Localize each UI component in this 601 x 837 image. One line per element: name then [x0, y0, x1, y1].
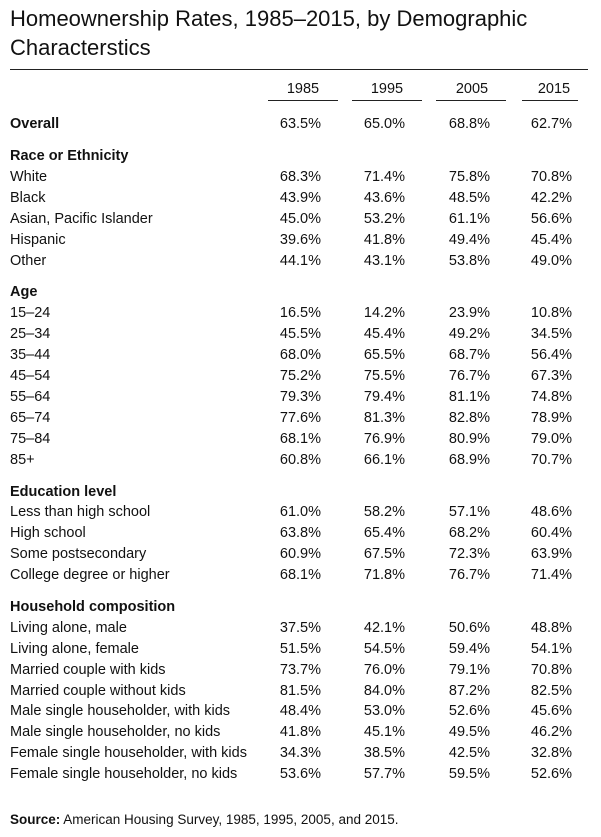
- value-cell: 23.9%: [448, 305, 490, 321]
- value-cell: 48.5%: [448, 190, 490, 206]
- value-cell: 60.8%: [279, 452, 321, 468]
- table-row: [0, 450, 601, 471]
- column-header-rule: [352, 100, 422, 101]
- table-row-label: Male single householder, no kids: [10, 724, 221, 740]
- value-cell: 65.4%: [363, 525, 405, 541]
- value-cell: 42.1%: [363, 620, 405, 636]
- table-row-label: Married couple without kids: [10, 683, 186, 699]
- table-row-label: Female single householder, with kids: [10, 745, 247, 761]
- value-cell: 48.8%: [530, 620, 572, 636]
- table-row: [0, 188, 601, 209]
- table-row: [0, 167, 601, 188]
- column-header-1: 1995: [370, 81, 404, 97]
- table-row-label: Female single householder, no kids: [10, 766, 238, 782]
- table-row: [0, 366, 601, 387]
- value-cell: 42.5%: [448, 745, 490, 761]
- section-heading: [0, 597, 601, 618]
- table-row: [0, 324, 601, 345]
- value-cell: 45.1%: [363, 724, 405, 740]
- value-cell: 49.5%: [448, 724, 490, 740]
- source-label: Source:: [10, 812, 61, 827]
- value-cell: 14.2%: [363, 305, 405, 321]
- value-cell: 66.1%: [363, 452, 405, 468]
- table-row: [0, 209, 601, 230]
- value-cell: 45.0%: [279, 211, 321, 227]
- value-cell: 68.8%: [448, 116, 490, 132]
- value-cell: 70.8%: [530, 169, 572, 185]
- value-cell: 58.2%: [363, 504, 405, 520]
- value-cell: 81.5%: [279, 683, 321, 699]
- column-header-0: 1985: [286, 81, 320, 97]
- column-header-3: 2015: [537, 81, 571, 97]
- table-row-label: 15–24: [10, 305, 51, 321]
- table-row-label: College degree or higher: [10, 567, 170, 583]
- value-cell: 65.0%: [363, 116, 405, 132]
- value-cell: 78.9%: [530, 410, 572, 426]
- value-cell: 81.1%: [448, 389, 490, 405]
- value-cell: 76.7%: [448, 567, 490, 583]
- value-cell: 82.5%: [530, 683, 572, 699]
- table-row-label: 25–34: [10, 326, 51, 342]
- value-cell: 80.9%: [448, 431, 490, 447]
- value-cell: 72.3%: [448, 546, 490, 562]
- value-cell: 62.7%: [530, 116, 572, 132]
- value-cell: 32.8%: [530, 745, 572, 761]
- value-cell: 16.5%: [279, 305, 321, 321]
- table-row-label: Black: [10, 190, 46, 206]
- table-row-label: 75–84: [10, 431, 51, 447]
- overall-row: [0, 114, 601, 135]
- section-heading: [0, 282, 601, 303]
- table-row-label: Some postsecondary: [10, 546, 147, 562]
- value-cell: 45.6%: [530, 703, 572, 719]
- table-row-label: Male single householder, with kids: [10, 703, 231, 719]
- source-note: [10, 812, 399, 827]
- value-cell: 53.8%: [448, 253, 490, 269]
- value-cell: 54.1%: [530, 641, 572, 657]
- table-row-label: 35–44: [10, 347, 51, 363]
- table-row: [0, 345, 601, 366]
- table-row-label: White: [10, 169, 48, 185]
- column-header-2: 2005: [455, 81, 489, 97]
- value-cell: 42.2%: [530, 190, 572, 206]
- table-row: [0, 660, 601, 681]
- value-cell: 60.4%: [530, 525, 572, 541]
- table-title: Homeownership Rates, 1985–2015, by Demographic Characterstics: [10, 6, 528, 60]
- value-cell: 79.3%: [279, 389, 321, 405]
- table-row-label: Asian, Pacific Islander: [10, 211, 153, 227]
- value-cell: 48.6%: [530, 504, 572, 520]
- table-row-label: Living alone, female: [10, 641, 139, 657]
- value-cell: 71.8%: [363, 567, 405, 583]
- value-cell: 75.2%: [279, 368, 321, 384]
- value-cell: 76.9%: [363, 431, 405, 447]
- value-cell: 79.4%: [363, 389, 405, 405]
- value-cell: 61.1%: [448, 211, 490, 227]
- value-cell: 53.0%: [363, 703, 405, 719]
- value-cell: 63.8%: [279, 525, 321, 541]
- value-cell: 41.8%: [363, 232, 405, 248]
- value-cell: 76.7%: [448, 368, 490, 384]
- value-cell: 34.3%: [279, 745, 321, 761]
- table-row: [0, 701, 601, 722]
- value-cell: 67.3%: [530, 368, 572, 384]
- title-rule: [10, 69, 588, 70]
- value-cell: 34.5%: [530, 326, 572, 342]
- table-row: [0, 387, 601, 408]
- value-cell: 71.4%: [363, 169, 405, 185]
- value-cell: 63.9%: [530, 546, 572, 562]
- value-cell: 68.7%: [448, 347, 490, 363]
- value-cell: 79.0%: [530, 431, 572, 447]
- value-cell: 56.4%: [530, 347, 572, 363]
- source-text: American Housing Survey, 1985, 1995, 2005, and 2015.: [60, 812, 399, 827]
- table-row-label: 45–54: [10, 368, 51, 384]
- value-cell: 82.8%: [448, 410, 490, 426]
- table-row: [0, 743, 601, 764]
- value-cell: 68.9%: [448, 452, 490, 468]
- value-cell: 61.0%: [279, 504, 321, 520]
- table-row: [0, 230, 601, 251]
- value-cell: 59.4%: [448, 641, 490, 657]
- section-heading-label: Age: [10, 284, 38, 301]
- value-cell: 43.1%: [363, 253, 405, 269]
- value-cell: 49.4%: [448, 232, 490, 248]
- value-cell: 49.2%: [448, 326, 490, 342]
- table-row-label: High school: [10, 525, 86, 541]
- value-cell: 53.2%: [363, 211, 405, 227]
- value-cell: 56.6%: [530, 211, 572, 227]
- value-cell: 48.4%: [279, 703, 321, 719]
- value-cell: 84.0%: [363, 683, 405, 699]
- value-cell: 41.8%: [279, 724, 321, 740]
- value-cell: 76.0%: [363, 662, 405, 678]
- table-row: [0, 408, 601, 429]
- value-cell: 50.6%: [448, 620, 490, 636]
- value-cell: 52.6%: [448, 703, 490, 719]
- value-cell: 68.1%: [279, 567, 321, 583]
- table-row: [0, 722, 601, 743]
- table-row: [0, 303, 601, 324]
- value-cell: 74.8%: [530, 389, 572, 405]
- value-cell: 67.5%: [363, 546, 405, 562]
- value-cell: 60.9%: [279, 546, 321, 562]
- table-row-label: 55–64: [10, 389, 51, 405]
- value-cell: 68.3%: [279, 169, 321, 185]
- table-row-label: Living alone, male: [10, 620, 127, 636]
- value-cell: 65.5%: [363, 347, 405, 363]
- value-cell: 53.6%: [279, 766, 321, 782]
- value-cell: 59.5%: [448, 766, 490, 782]
- table-row: [0, 565, 601, 586]
- value-cell: 81.3%: [363, 410, 405, 426]
- value-cell: 70.7%: [530, 452, 572, 468]
- table-row-label: 85+: [10, 452, 35, 468]
- table-row: [0, 251, 601, 272]
- value-cell: 45.4%: [363, 326, 405, 342]
- value-cell: 57.7%: [363, 766, 405, 782]
- section-heading-label: Race or Ethnicity: [10, 148, 129, 164]
- table-row-label: Hispanic: [10, 232, 66, 248]
- section-heading: [0, 482, 601, 503]
- value-cell: 68.2%: [448, 525, 490, 541]
- value-cell: 57.1%: [448, 504, 490, 520]
- value-cell: 73.7%: [279, 662, 321, 678]
- table-row: [0, 618, 601, 639]
- section-heading-label: Education level: [10, 483, 117, 500]
- table-row-label: Less than high school: [10, 504, 151, 520]
- section-heading-label: Household composition: [10, 599, 176, 615]
- value-cell: 77.6%: [279, 410, 321, 426]
- value-cell: 54.5%: [363, 641, 405, 657]
- value-cell: 45.5%: [279, 326, 321, 342]
- table-row: [0, 429, 601, 450]
- table-row: [0, 523, 601, 544]
- value-cell: 87.2%: [448, 683, 490, 699]
- value-cell: 70.8%: [530, 662, 572, 678]
- value-cell: 63.5%: [279, 116, 321, 132]
- table-row-label: 65–74: [10, 410, 51, 426]
- value-cell: 79.1%: [448, 662, 490, 678]
- column-header-rule: [436, 100, 506, 101]
- section-heading: [0, 146, 601, 167]
- table-row-label: Married couple with kids: [10, 662, 166, 678]
- table-row: [0, 544, 601, 565]
- column-header-rule: [268, 100, 338, 101]
- value-cell: 51.5%: [279, 641, 321, 657]
- column-header-rule: [522, 100, 578, 101]
- value-cell: 68.1%: [279, 431, 321, 447]
- value-cell: 37.5%: [279, 620, 321, 636]
- value-cell: 46.2%: [530, 724, 572, 740]
- value-cell: 49.0%: [530, 253, 572, 269]
- value-cell: 68.0%: [279, 347, 321, 363]
- table-row: [0, 681, 601, 702]
- table-row-label: Other: [10, 253, 47, 269]
- table-row: [0, 764, 601, 785]
- value-cell: 38.5%: [363, 745, 405, 761]
- value-cell: 75.5%: [363, 368, 405, 384]
- value-cell: 52.6%: [530, 766, 572, 782]
- value-cell: 75.8%: [448, 169, 490, 185]
- value-cell: 39.6%: [279, 232, 321, 248]
- overall-row-label: Overall: [10, 116, 60, 132]
- value-cell: 43.6%: [363, 190, 405, 206]
- value-cell: 71.4%: [530, 567, 572, 583]
- value-cell: 45.4%: [530, 232, 572, 248]
- table-row: [0, 502, 601, 523]
- table-row: [0, 639, 601, 660]
- value-cell: 44.1%: [279, 253, 321, 269]
- value-cell: 10.8%: [530, 305, 572, 321]
- value-cell: 43.9%: [279, 190, 321, 206]
